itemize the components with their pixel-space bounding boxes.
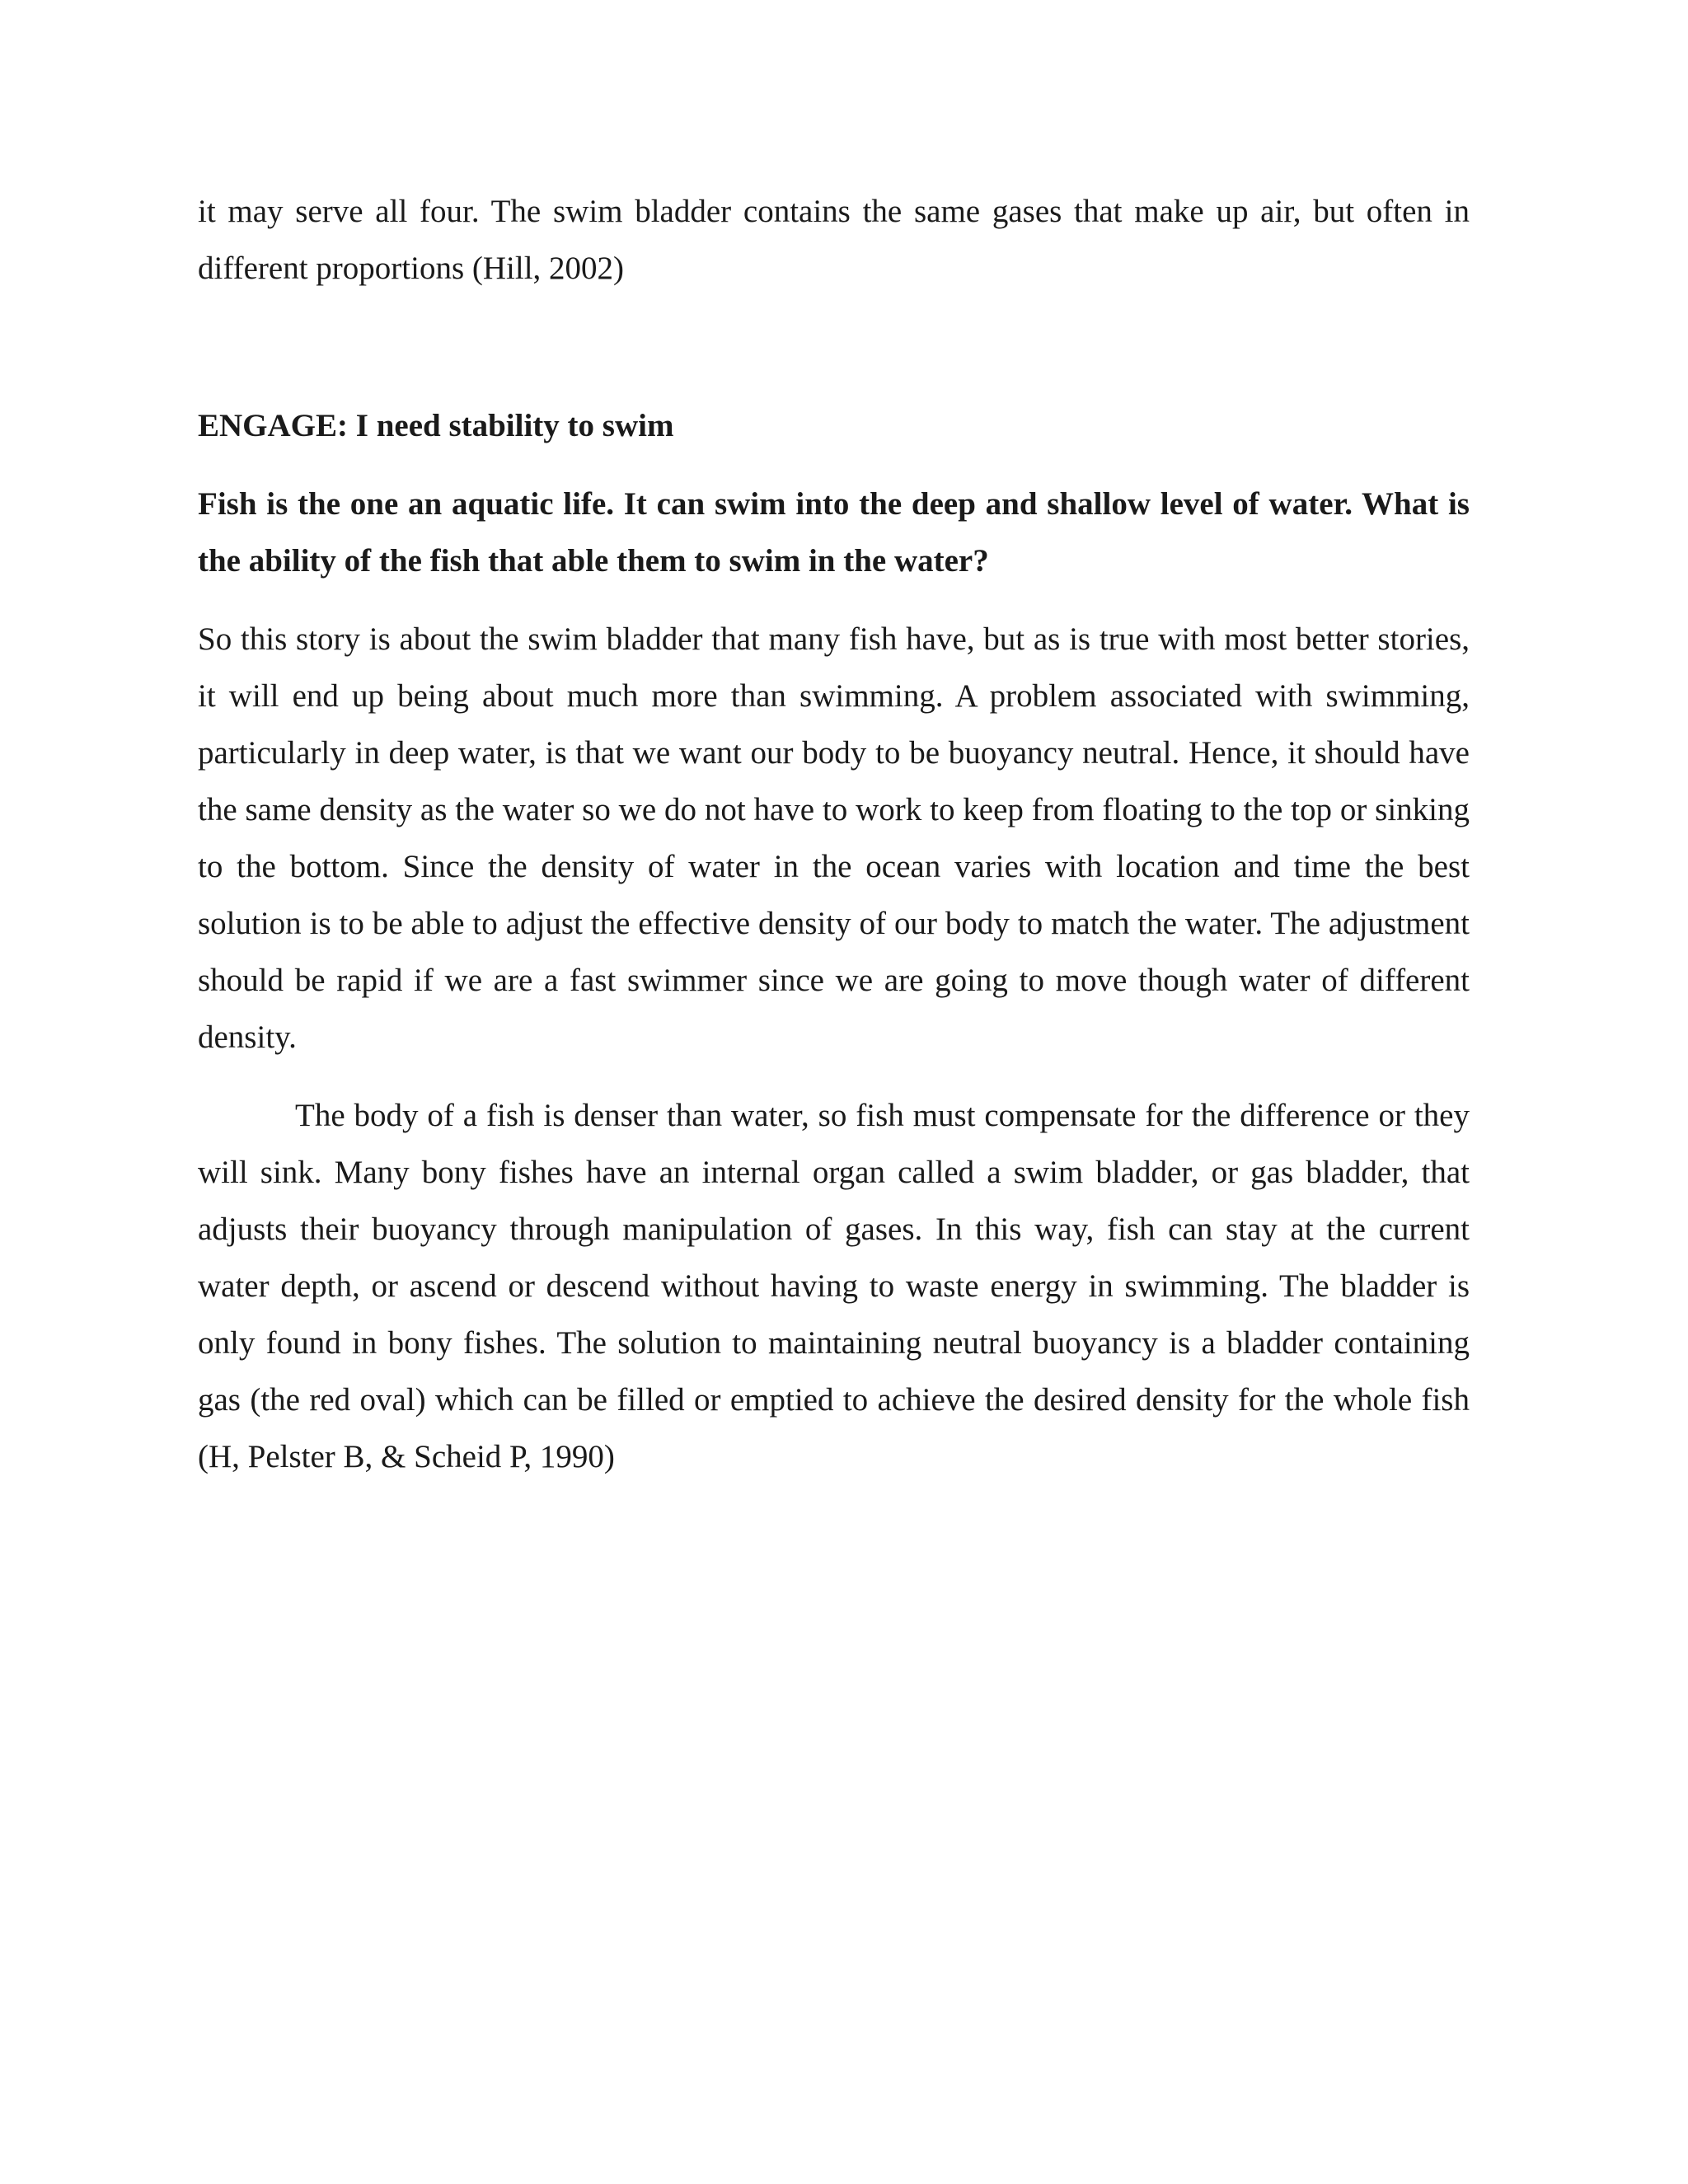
section-heading: ENGAGE: I need stability to swim bbox=[198, 408, 674, 443]
body-paragraph-1: So this story is about the swim bladder that many fish have, but as is true with most better stories, it will end up being about much more than swimming. A problem associated with swimming, particularly in deep water, is that we want our body to be buoyancy neutral. Hence, it should have the same density as the water so we do not have to work to keep from floating to the top or sinking to the bottom. Since the density of water in the ocean varies with location and time the best solution is to be able to adjust the effective density of our body to match the water. The adjustment should be rapid if we are a fast swimmer since we are going to move though water of different density. bbox=[198, 621, 1470, 1055]
body-paragraph-2: The body of a fish is denser than water, so fish must compensate for the difference or they will sink. Many bony fishes have an internal organ called a swim bladder, or gas bladder, that adjusts their buoyancy through manipulation of gases. In this way, fish can stay at the current water depth, or ascend or descend without having to waste energy in swimming. The bladder is only found in bony fishes. The solution to maintaining neutral buoyancy is a bladder containing gas (the red oval) which can be filled or emptied to achieve the desired density for the whole fish (H, Pelster B, & Scheid P, 1990) bbox=[198, 1098, 1470, 1474]
intro-paragraph: it may serve all four. The swim bladder contains the same gases that make up air, but often in different proportions (Hill, 2002) bbox=[198, 194, 1470, 286]
engage-question: Fish is the one an aquatic life. It can swim into the deep and shallow level of water. What is the ability of the fish that able them to swim in the water? bbox=[198, 486, 1470, 579]
document-body bbox=[198, 183, 1470, 1485]
